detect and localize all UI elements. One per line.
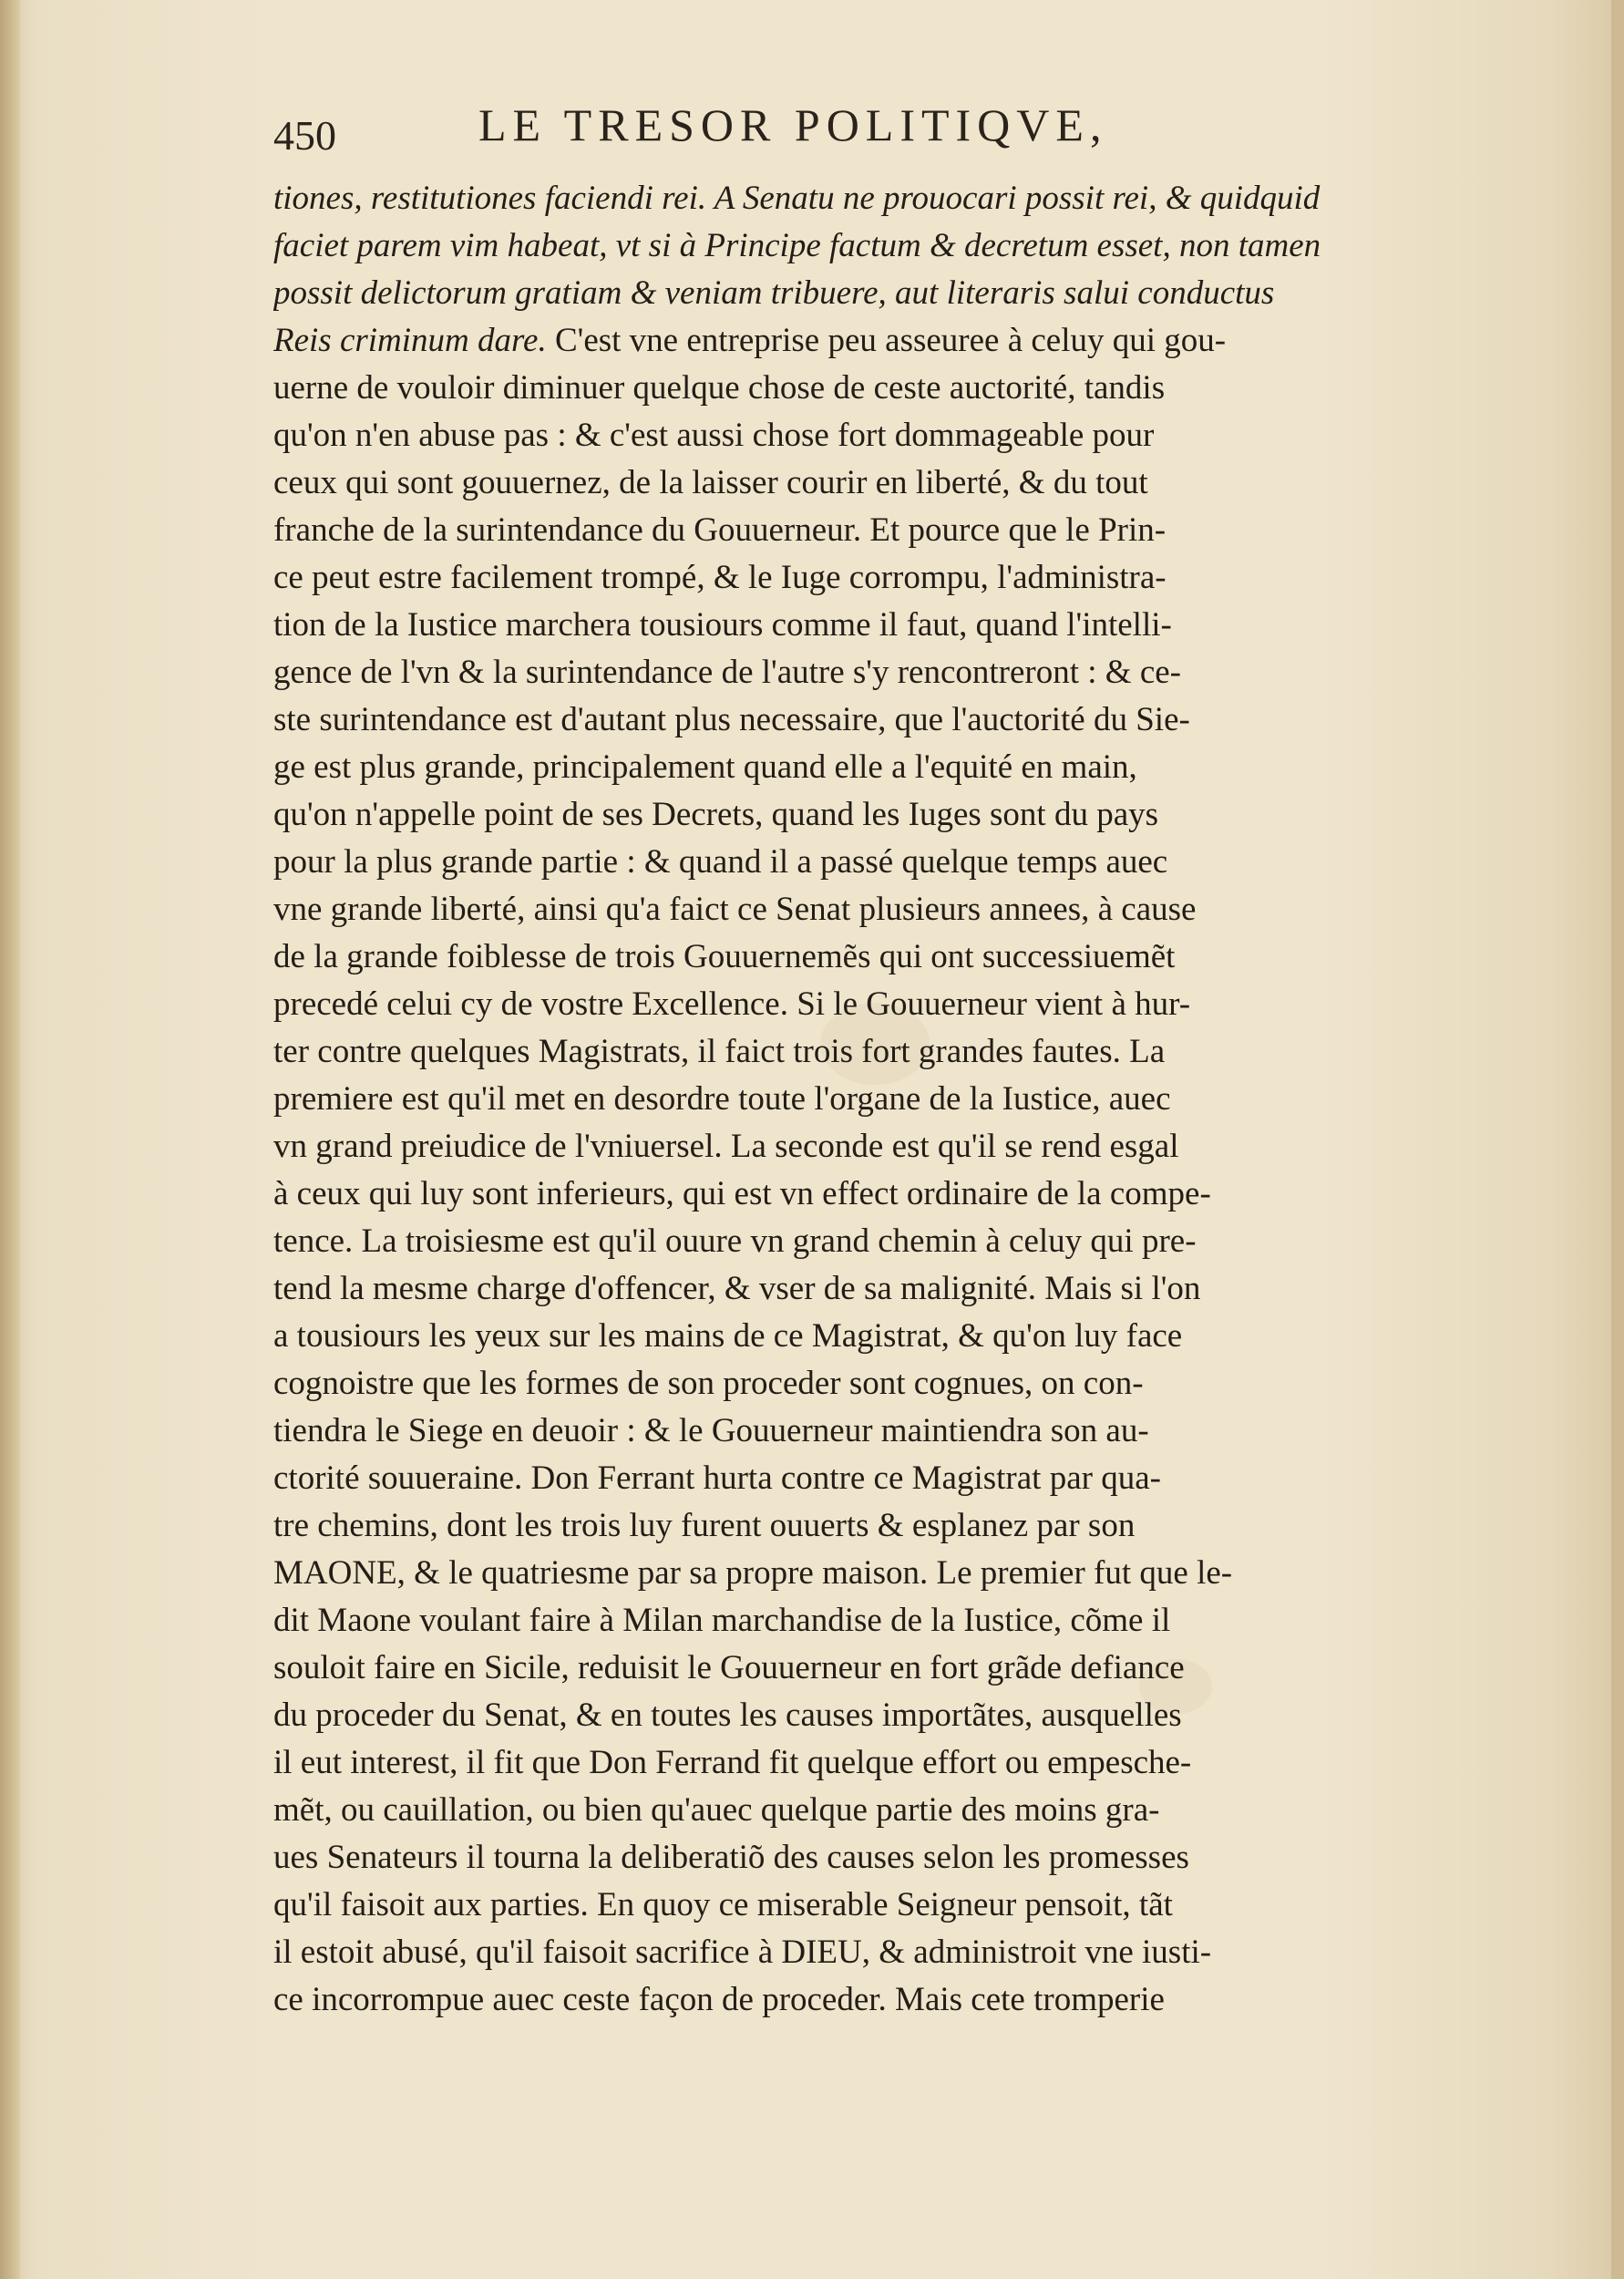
text-line: qu'on n'en abuse pas : & c'est aussi chose fort dommageable pour [273,417,1155,454]
page-number: 450 [273,112,336,159]
page-edge-left [0,0,20,2279]
text-line: tion de la Iustice marchera tousiours comme il faut, quand l'intelli- [273,606,1172,644]
text-line: ceux qui sont gouuernez, de la laisser courir en liberté, & du tout [273,464,1148,501]
text-line: tiones, restitutiones faciendi rei. A Senatu ne prouocari possit rei, & quidquid [273,180,1321,217]
text-line: ce peut estre facilement trompé, & le Iuge corrompu, l'administra- [273,559,1167,596]
text-line: dit Maone voulant faire à Milan marchandise de la Iustice, cõme il [273,1602,1171,1639]
page-edge-right [1611,0,1624,2279]
text-line [273,317,1449,365]
text-line: de la grande foiblesse de trois Gouuernemẽs qui ont successiuemẽt [273,938,1176,975]
text-line: tre chemins, dont les trois luy furent ouuerts & esplanez par son [273,1507,1136,1544]
text-line: il estoit abusé, qu'il faisoit sacrifice à DIEU, & administroit vne iusti- [273,1934,1212,1971]
text-line: franche de la surintendance du Gouuerneur. Et pource que le Prin- [273,511,1167,549]
text-line: ues Senateurs il tourna la deliberatiõ des causes selon les promesses [273,1839,1189,1876]
text-line: MAONE, & le quatriesme par sa propre maison. Le premier fut que le- [273,1554,1233,1592]
text-line: qu'il faisoit aux parties. En quoy ce miserable Seigneur pensoit, tãt [273,1886,1173,1923]
text-line: souloit faire en Sicile, reduisit le Gouuerneur en fort grãde defiance [273,1649,1185,1686]
text-line: ce incorrompue auec ceste façon de proceder. Mais cete tromperie [273,1981,1165,2018]
text-line-normal-part: C'est vne entreprise peu asseuree à celuy qui gou- [546,322,1227,359]
text-line: vn grand preiudice de l'vniuersel. La seconde est qu'il se rend esgal [273,1128,1179,1165]
text-line: ge est plus grande, principalement quand elle a l'equité en main, [273,748,1137,786]
text-line: il eut interest, il fit que Don Ferrand fit quelque effort ou empesche- [273,1744,1192,1781]
text-line: gence de l'vn & la surintendance de l'autre s'y rencontreront : & ce- [273,654,1181,691]
text-line: ctorité souueraine. Don Ferrant hurta contre ce Magistrat par qua- [273,1459,1161,1497]
text-line: ter contre quelques Magistrats, il faict trois fort grandes fautes. La [273,1033,1166,1070]
text-line: mẽt, ou cauillation, ou bien qu'auec quelque partie des moins gra- [273,1791,1160,1829]
running-title: LE TRESOR POLITIQVE, [478,99,1108,150]
text-line: tence. La troisiesme est qu'il ouure vn grand chemin à celuy qui pre- [273,1222,1197,1260]
text-line: premiere est qu'il met en desordre toute l'organe de la Iustice, auec [273,1080,1171,1118]
page-header [273,98,1321,171]
text-line: du proceder du Senat, & en toutes les causes importãtes, ausquelles [273,1696,1182,1734]
text-line: precedé celui cy de vostre Excellence. Si le Gouuerneur vient à hur- [273,985,1191,1023]
text-line: vne grande liberté, ainsi qu'a faict ce Senat plusieurs annees, à cause [273,891,1197,928]
text-line: tiendra le Siege en deuoir : & le Gouuerneur maintiendra son au- [273,1412,1149,1449]
text-line: possit delictorum gratiam & veniam tribuere, aut literaris salui conductus [273,274,1275,312]
text-line: uerne de vouloir diminuer quelque chose de ceste auctorité, tandis [273,369,1166,407]
text-line: pour la plus grande partie : & quand il a passé quelque temps auec [273,843,1168,881]
text-line: à ceux qui luy sont inferieurs, qui est vn effect ordinaire de la compe- [273,1175,1211,1212]
text-line: ste surintendance est d'autant plus necessaire, que l'auctorité du Sie- [273,701,1190,738]
text-line-italic-part: Reis criminum dare. [273,322,547,359]
text-line: qu'on n'appelle point de ses Decrets, quand les Iuges sont du pays [273,796,1159,833]
text-line: tend la mesme charge d'offencer, & vser de sa malignité. Mais si l'on [273,1270,1201,1307]
text-line: faciet parem vim habeat, vt si à Principe factum & decretum esset, non tamen [273,227,1321,264]
text-line: cognoistre que les formes de son proceder sont cognues, on con- [273,1365,1144,1402]
body-text [273,175,1449,2024]
text-line: a tousiours les yeux sur les mains de ce Magistrat, & qu'on luy face [273,1317,1183,1355]
